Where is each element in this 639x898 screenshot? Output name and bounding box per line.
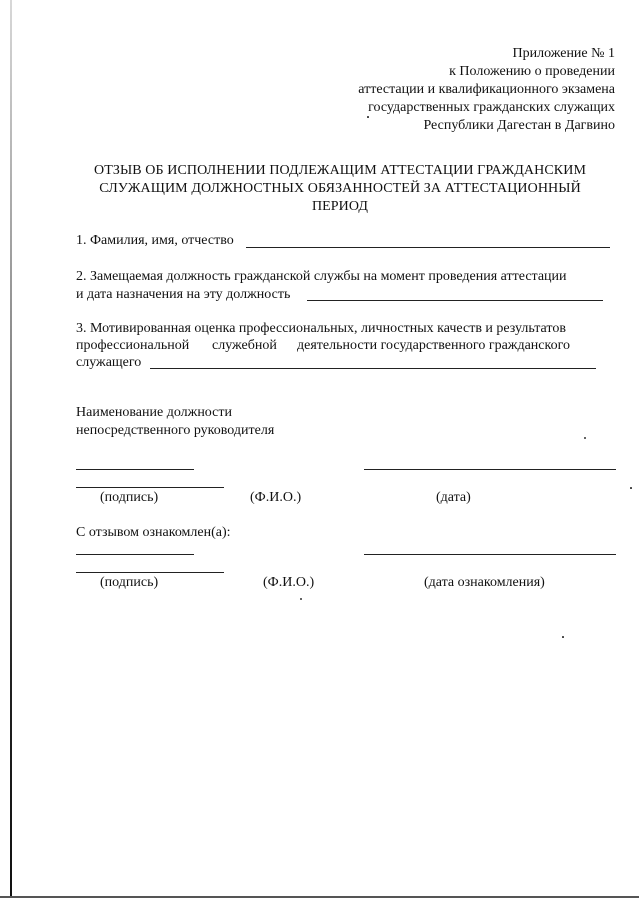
acknowledgement-signature-caption: (подпись) <box>100 575 159 590</box>
appendix-line-3: аттестации и квалификационного экзамена <box>358 82 615 97</box>
scan-speck <box>300 598 302 600</box>
item-3-label-word-3: деятельности государственного гражданского <box>297 338 570 353</box>
acknowledgement-date-caption: (дата ознакомления) <box>424 575 545 590</box>
item-2-label-line-1: 2. Замещаемая должность гражданской службы на момент проведения аттестации <box>76 269 567 284</box>
appendix-line-1: Приложение № 1 <box>512 46 615 61</box>
acknowledgement-fill-line-2[interactable] <box>364 554 616 555</box>
supervisor-position-fill-line[interactable] <box>76 469 194 470</box>
acknowledgement-fio-caption: (Ф.И.О.) <box>263 575 315 590</box>
scan-speck <box>584 437 586 439</box>
title-line-1: ОТЗЫВ ОБ ИСПОЛНЕНИИ ПОДЛЕЖАЩИМ АТТЕСТАЦИИ ГРАЖДАНСКИМ <box>93 163 586 178</box>
item-1-label: 1. Фамилия, имя, отчество <box>76 233 234 248</box>
scan-speck <box>367 116 369 118</box>
document-title <box>70 162 610 216</box>
acknowledgement-label: С отзывом ознакомлен(а): <box>76 525 231 540</box>
supervisor-position-label-line-1: Наименование должности <box>76 405 232 420</box>
item-3-fill-line[interactable] <box>150 368 596 369</box>
supervisor-position-label-line-2: непосредственного руководителя <box>76 423 275 438</box>
acknowledgement-signature-line[interactable] <box>76 572 224 573</box>
scan-edge-left <box>10 0 12 898</box>
appendix-header <box>285 45 615 135</box>
supervisor-signature-line[interactable] <box>76 487 224 488</box>
appendix-line-5: Республики Дагестан в Дагвино <box>423 118 615 133</box>
item-3-label-word-1: профессиональной <box>76 338 190 353</box>
supervisor-name-fill-line[interactable] <box>364 469 616 470</box>
item-3-label-line-1: 3. Мотивированная оценка профессиональных, личностных качеств и результатов <box>76 321 566 336</box>
item-2-label-line-2: и дата назначения на эту должность <box>76 287 291 302</box>
title-line-2: СЛУЖАЩИМ ДОЛЖНОСТНЫХ ОБЯЗАННОСТЕЙ ЗА АТТЕСТАЦИОННЫЙ <box>99 181 581 196</box>
item-2-fill-line[interactable] <box>307 300 603 301</box>
item-3-label-line-3: служащего <box>76 355 142 370</box>
appendix-line-4: государственных гражданских служащих <box>368 100 615 115</box>
supervisor-fio-caption: (Ф.И.О.) <box>250 490 302 505</box>
title-line-3: ПЕРИОД <box>311 199 369 214</box>
supervisor-date-caption: (дата) <box>436 490 471 505</box>
supervisor-signature-caption: (подпись) <box>100 490 159 505</box>
acknowledgement-fill-line-1[interactable] <box>76 554 194 555</box>
appendix-line-2: к Положению о проведении <box>449 64 615 79</box>
scan-speck <box>562 636 564 638</box>
item-3-label-word-2: служебной <box>212 338 277 353</box>
scan-speck <box>630 487 632 489</box>
item-1-fill-line[interactable] <box>246 247 610 248</box>
